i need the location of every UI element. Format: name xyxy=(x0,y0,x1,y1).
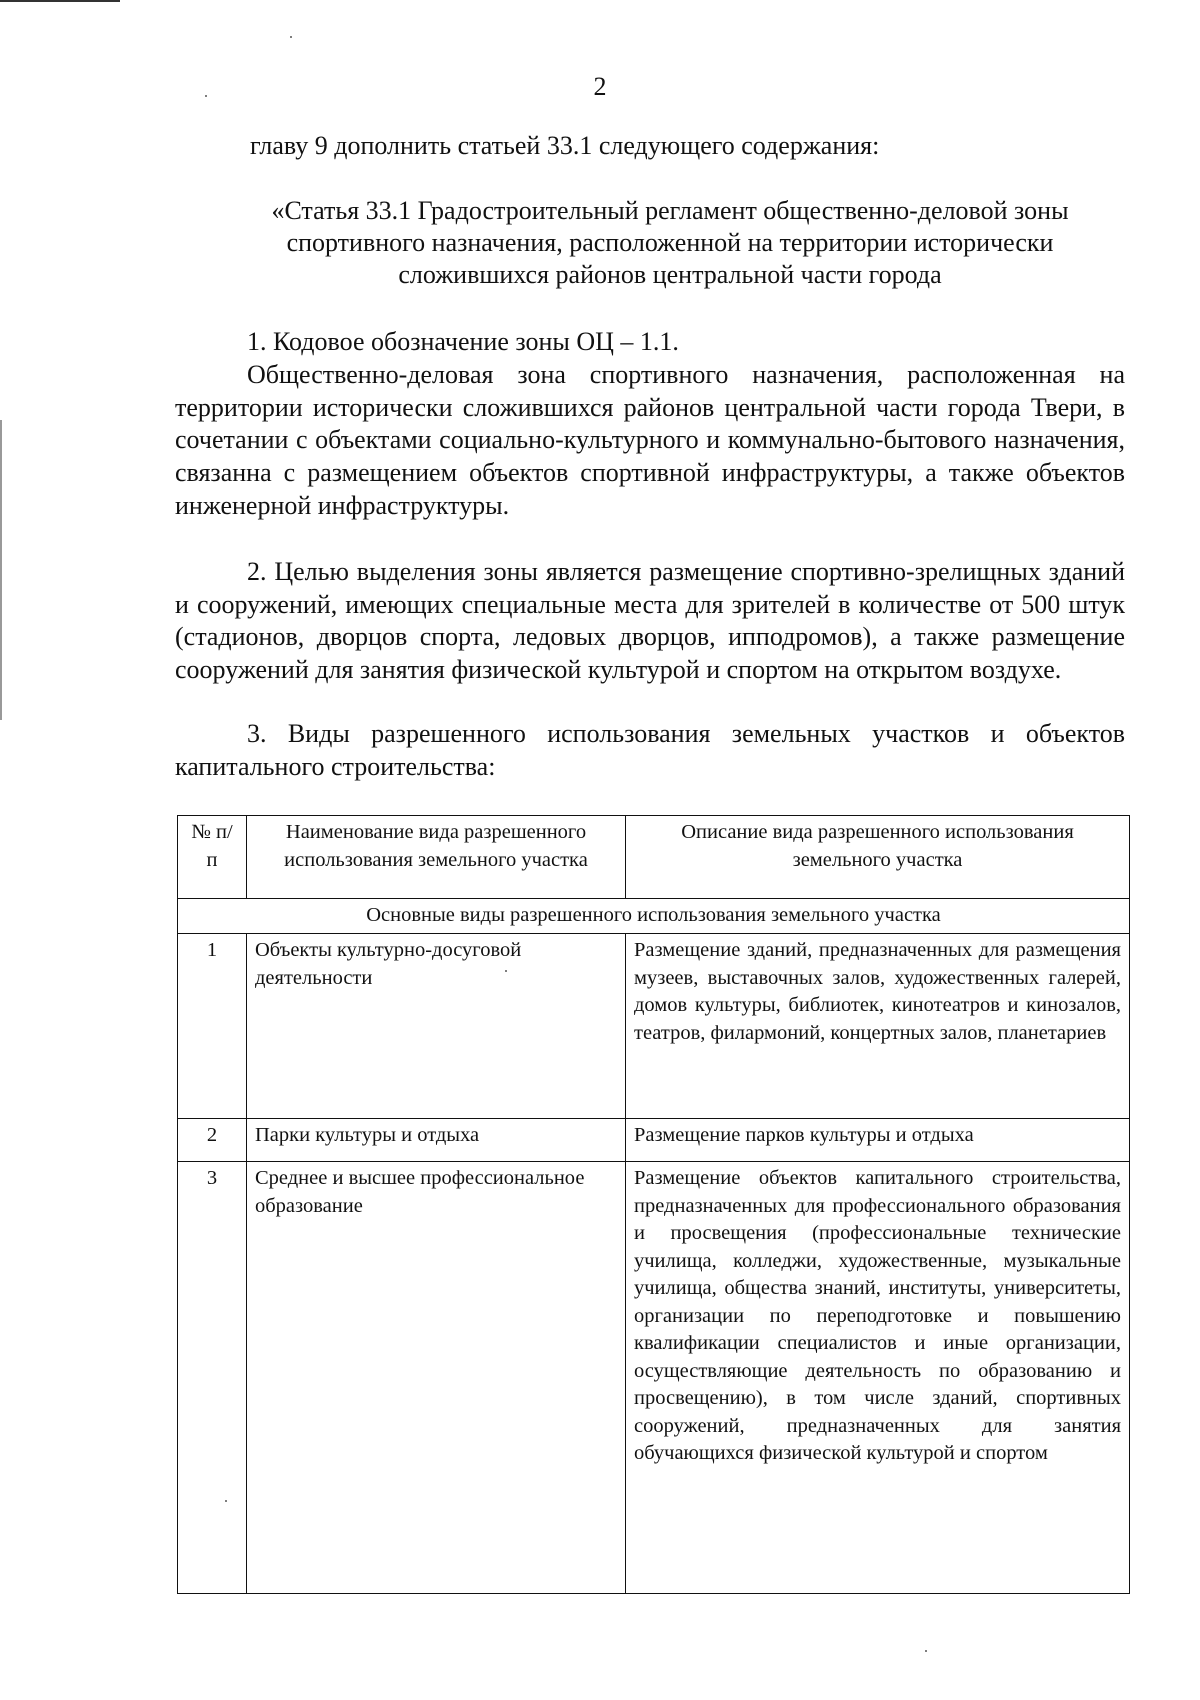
row-description: Размещение парков культуры и отдыха xyxy=(626,1119,1130,1162)
row-name: Среднее и высшее профессиональное образование xyxy=(247,1162,626,1594)
page-number: 2 xyxy=(593,72,607,101)
row-num: 3 xyxy=(178,1162,247,1594)
row-name: Парки культуры и отдыха xyxy=(247,1119,626,1162)
intro-text: главу 9 дополнить статьей 33.1 следующего содержания: xyxy=(250,131,880,160)
paragraph-item-2: 2. Целью выделения зоны является размещение спортивно-зрелищных зданий и сооружений, имеющих специальные места для зрителей в количестве от 500 штук (стадионов, дворцов спорта, ледовых дворцов, ипподромов), а также размещение сооружений для занятия физической культурой и спортом на открытом воздухе. xyxy=(175,557,1125,685)
row-description: Размещение объектов капитального строительства, предназначенных для профессионального образования и просвещения (профессиональные технические училища, колледжи, художественные, музыкальные училища, общества знаний, институты, университеты, организации по переподготовке и повышению квалификации специалистов и иные организации, осуществляющие деятельность по образованию и просвещению), в том числе зданий, спортивных сооружений, предназначенных для занятия обучающихся физической культурой и спортом xyxy=(626,1162,1130,1594)
binding-mark xyxy=(0,420,2,720)
table-row xyxy=(178,1162,1130,1594)
table-header-row xyxy=(178,816,1130,899)
row-num: 2 xyxy=(178,1119,247,1162)
table-section-row xyxy=(178,899,1130,934)
row-description: Размещение зданий, предназначенных для размещения музеев, выставочных залов, художественных галерей, домов культуры, библиотек, кинотеатров и кинозалов, театров, филармоний, концертных залов, планетариев xyxy=(626,934,1130,1119)
binding-mark xyxy=(0,0,120,2)
header-num: № п/п xyxy=(178,816,247,899)
paragraph-zone-description: Общественно-деловая зона спортивного назначения, расположенная на территории исторически сложившихся районов центральной части города Твери, в сочетании с объектами социально-культурного и коммунально-бытового назначения, связанна с размещением объектов спортивной инфраструктуры, а также объектов инженерной инфраструктуры. xyxy=(175,360,1125,520)
row-num: 1 xyxy=(178,934,247,1119)
paragraph-item-1: 1. Кодовое обозначение зоны ОЦ – 1.1. xyxy=(247,327,679,356)
header-description: Описание вида разрешенного использования земельного участка xyxy=(626,816,1130,899)
land-use-table xyxy=(177,815,1130,1594)
header-name: Наименование вида разрешенного использования земельного участка xyxy=(247,816,626,899)
row-name: Объекты культурно-досуговой деятельности xyxy=(247,934,626,1119)
paragraph-item-3: 3. Виды разрешенного использования земельных участков и объектов капитального строительства: xyxy=(175,719,1125,781)
section-title: Основные виды разрешенного использования земельного участка xyxy=(178,899,1130,934)
table-row xyxy=(178,1119,1130,1162)
table-row xyxy=(178,934,1130,1119)
article-heading: «Статья 33.1 Градостроительный регламент общественно-деловой зоны спортивного назначения, расположенной на территории исторически сложившихся районов центральной части города xyxy=(271,196,1069,289)
